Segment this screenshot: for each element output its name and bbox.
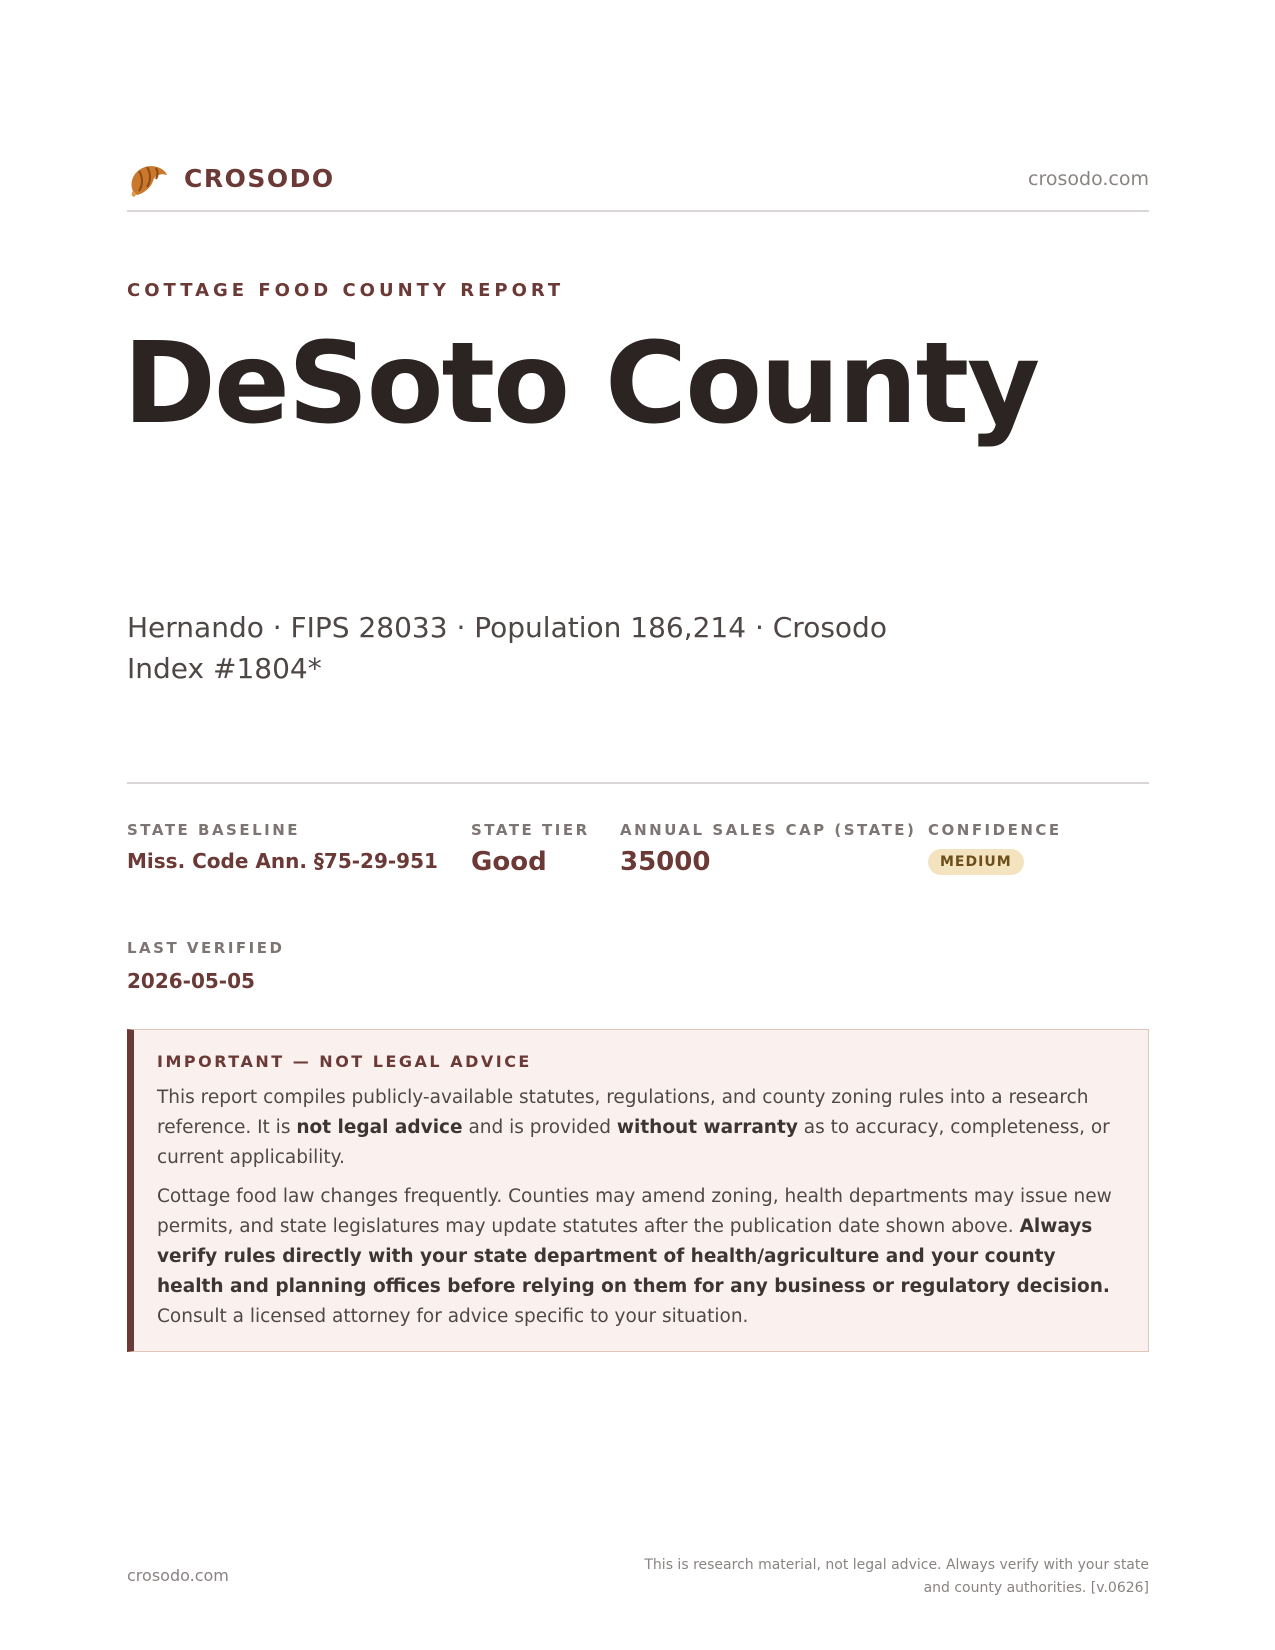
stat-last-verified bbox=[127, 939, 284, 993]
stat-sales-cap bbox=[620, 821, 916, 877]
legal-notice bbox=[127, 1029, 1149, 1352]
brand-name: CROSODO bbox=[184, 164, 335, 193]
stat-value: 2026-05-05 bbox=[127, 969, 255, 993]
footer-site-link[interactable]: crosodo.com bbox=[127, 1566, 229, 1585]
stat-confidence bbox=[928, 821, 1062, 875]
stat-state-tier bbox=[471, 821, 590, 877]
notice-paragraph-2: Cottage food law changes frequently. Counties may amend zoning, health departments may issue new permits, and state legislatures may update statutes after the publication date shown above. Always verify rules directly with your state department of health/agriculture and your county health and planning offices before relying on them for any business or regulatory decision. Consult a licensed attorney for advice specific to your situation. bbox=[157, 1186, 1112, 1327]
stat-label: LAST VERIFIED bbox=[127, 939, 285, 957]
croissant-icon bbox=[127, 161, 169, 199]
stat-label: ANNUAL SALES CAP (STATE) bbox=[620, 821, 917, 839]
stat-state-baseline bbox=[127, 821, 438, 873]
header bbox=[127, 158, 1149, 202]
report-page bbox=[123, 0, 1149, 1650]
stat-value: Good bbox=[471, 847, 547, 877]
stat-value: Miss. Code Ann. §75-29-951 bbox=[127, 849, 438, 873]
notice-title: IMPORTANT — NOT LEGAL ADVICE bbox=[157, 1052, 532, 1071]
header-divider bbox=[127, 210, 1149, 212]
report-eyebrow: COTTAGE FOOD COUNTY REPORT bbox=[127, 280, 565, 301]
footer-disclaimer-line: and county authorities. [v.0626] bbox=[923, 1580, 1149, 1596]
confidence-badge: MEDIUM bbox=[928, 849, 1024, 875]
stat-value: 35000 bbox=[620, 847, 711, 877]
section-divider bbox=[127, 782, 1149, 784]
notice-paragraph-1: This report compiles publicly-available statutes, regulations, and county zoning rules into a research reference. It is not legal advice and is provided without warranty as to accuracy, completeness, or current applicability. bbox=[157, 1087, 1110, 1168]
stat-label: STATE TIER bbox=[471, 821, 590, 839]
report-subtitle: Hernando · FIPS 28033 · Population 186,214 · Crosodo Index #1804* bbox=[127, 611, 887, 685]
site-link[interactable]: crosodo.com bbox=[1028, 168, 1149, 190]
page-title: DeSoto County bbox=[123, 319, 1039, 449]
stat-label: STATE BASELINE bbox=[127, 821, 301, 839]
stat-label: CONFIDENCE bbox=[928, 821, 1062, 839]
footer-disclaimer-line: This is research material, not legal advice. Always verify with your state bbox=[644, 1557, 1149, 1573]
footer-disclaimer bbox=[629, 1554, 1149, 1600]
